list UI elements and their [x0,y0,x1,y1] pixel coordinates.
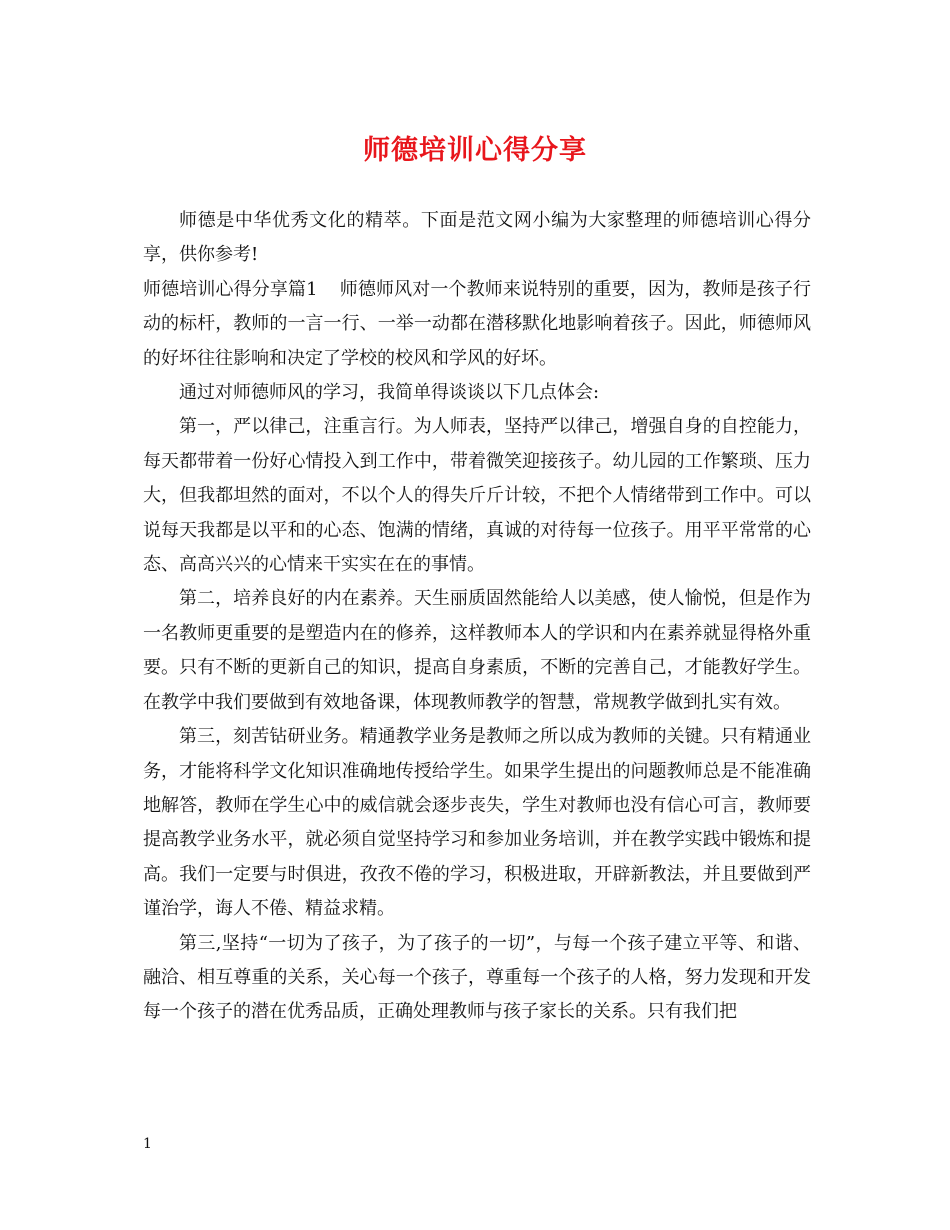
intro-paragraph: 师德是中华优秀文化的精萃。下面是范文网小编为大家整理的师德培训心得分享，供你参考! [143,210,811,266]
section-paragraph [143,273,811,376]
body-paragraph: 第一，严以律己，注重言行。为人师表，坚持严以律己，增强自身的自控能力，每天都带着一份好心情投入到工作中，带着微笑迎接孩子。幼儿园的工作繁琐、压力大，但我都坦然的面对，不以个人的得失斤斤计较，不把个人情绪带到工作中。可以说每天我都是以平和的心态、饱满的情绪，真诚的对待每一位孩子。用平平常常的心态、高高兴兴的心情来干实实在在的事情。 [143,416,811,576]
document-title: 师德培训心得分享 [363,135,587,166]
body-paragraph: 第三，刻苦钻研业务。精通教学业务是教师之所以成为教师的关键。只有精通业务，才能将科学文化知识准确地传授给学生。如果学生提出的问题教师总是不能准确地解答，教师在学生心中的威信就会逐步丧失，学生对教师也没有信心可言，教师要提高教学业务水平，就必须自觉坚持学习和参加业务培训，并在教学实践中锻炼和提高。我们一定要与时俱进，孜孜不倦的学习，积极进取，开辟新教法，并且要做到严谨治学，诲人不倦、精益求精。 [143,726,811,920]
page-number: 1 [143,1136,152,1152]
body-paragraph: 第三,坚持“一切为了孩子，为了孩子的一切”，与每一个孩子建立平等、和谐、融洽、相互尊重的关系，关心每一个孩子，尊重每一个孩子的人格，努力发现和开发每一个孩子的潜在优秀品质，正确处理教师与孩子家长的关系。只有我们把 [143,932,811,1023]
document-body [143,204,811,1030]
section-heading: 师德培训心得分享篇1 [143,278,318,300]
body-paragraph: 通过对师德师风的学习，我简单得谈谈以下几点体会: [179,382,600,404]
section-text: 师德师风对一个教师来说特别的重要，因为，教师是孩子行动的标杆，教师的一言一行、一举一动都在潜移默化地影响着孩子。因此，师德师风的好坏往往影响和决定了学校的校风和学风的好坏。 [143,278,811,369]
body-paragraph: 第二，培养良好的内在素养。天生丽质固然能给人以美感，使人愉悦，但是作为一名教师更重要的是塑造内在的修养，这样教师本人的学识和内在素养就显得格外重要。只有不断的更新自己的知识，提高自身素质，不断的完善自己，才能教好学生。在教学中我们要做到有效地备课，体现教师教学的智慧，常规教学做到扎实有效。 [143,588,811,713]
